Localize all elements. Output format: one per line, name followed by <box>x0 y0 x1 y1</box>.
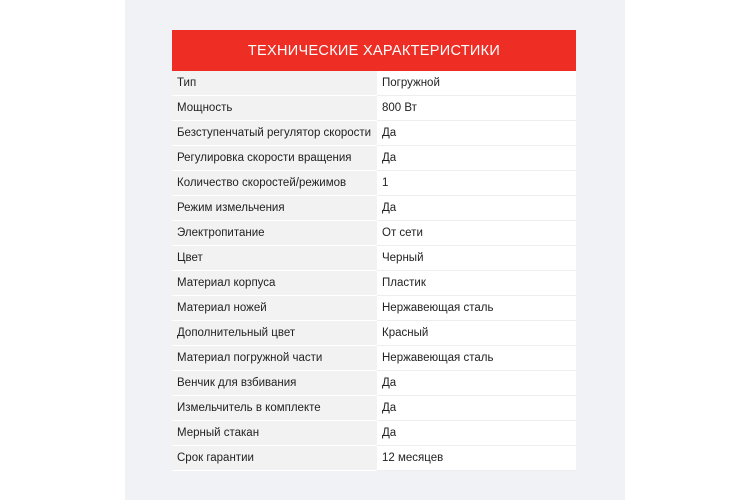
row-label: Мощность <box>172 96 377 121</box>
table-row <box>172 371 576 396</box>
row-label: Регулировка скорости вращения <box>172 146 377 171</box>
row-value: 800 Вт <box>377 96 576 121</box>
row-value: Черный <box>377 246 576 271</box>
table-row <box>172 71 576 96</box>
table-row <box>172 171 576 196</box>
table-row <box>172 271 576 296</box>
row-value: Да <box>377 371 576 396</box>
row-label: Материал ножей <box>172 296 377 321</box>
table-row <box>172 121 576 146</box>
row-value: Нержавеющая сталь <box>377 296 576 321</box>
row-label: Венчик для взбивания <box>172 371 377 396</box>
row-label: Количество скоростей/режимов <box>172 171 377 196</box>
row-label: Материал корпуса <box>172 271 377 296</box>
table-row <box>172 321 576 346</box>
row-label: Дополнительный цвет <box>172 321 377 346</box>
table-row <box>172 446 576 471</box>
table-row <box>172 246 576 271</box>
table-row <box>172 421 576 446</box>
row-label: Мерный стакан <box>172 421 377 446</box>
row-value: Да <box>377 396 576 421</box>
specs-table <box>172 30 576 471</box>
row-label: Режим измельчения <box>172 196 377 221</box>
table-row <box>172 221 576 246</box>
row-value: 1 <box>377 171 576 196</box>
row-label: Безступенчатый регулятор скорости <box>172 121 377 146</box>
row-label: Тип <box>172 71 377 96</box>
table-row <box>172 96 576 121</box>
row-label: Цвет <box>172 246 377 271</box>
table-row <box>172 196 576 221</box>
row-value: Нержавеющая сталь <box>377 346 576 371</box>
table-row <box>172 346 576 371</box>
row-value: От сети <box>377 221 576 246</box>
row-value: Да <box>377 196 576 221</box>
row-label: Электропитание <box>172 221 377 246</box>
table-row <box>172 296 576 321</box>
table-row <box>172 396 576 421</box>
row-label: Срок гарантии <box>172 446 377 471</box>
row-label: Измельчитель в комплекте <box>172 396 377 421</box>
row-value: Да <box>377 421 576 446</box>
row-value: Да <box>377 146 576 171</box>
row-value: Да <box>377 121 576 146</box>
row-value: Погружной <box>377 71 576 96</box>
row-label: Материал погружной части <box>172 346 377 371</box>
table-row <box>172 146 576 171</box>
row-value: Пластик <box>377 271 576 296</box>
row-value: Красный <box>377 321 576 346</box>
content-panel <box>125 0 625 500</box>
specs-table-title: ТЕХНИЧЕСКИЕ ХАРАКТЕРИСТИКИ <box>172 30 576 71</box>
row-value: 12 месяцев <box>377 446 576 471</box>
